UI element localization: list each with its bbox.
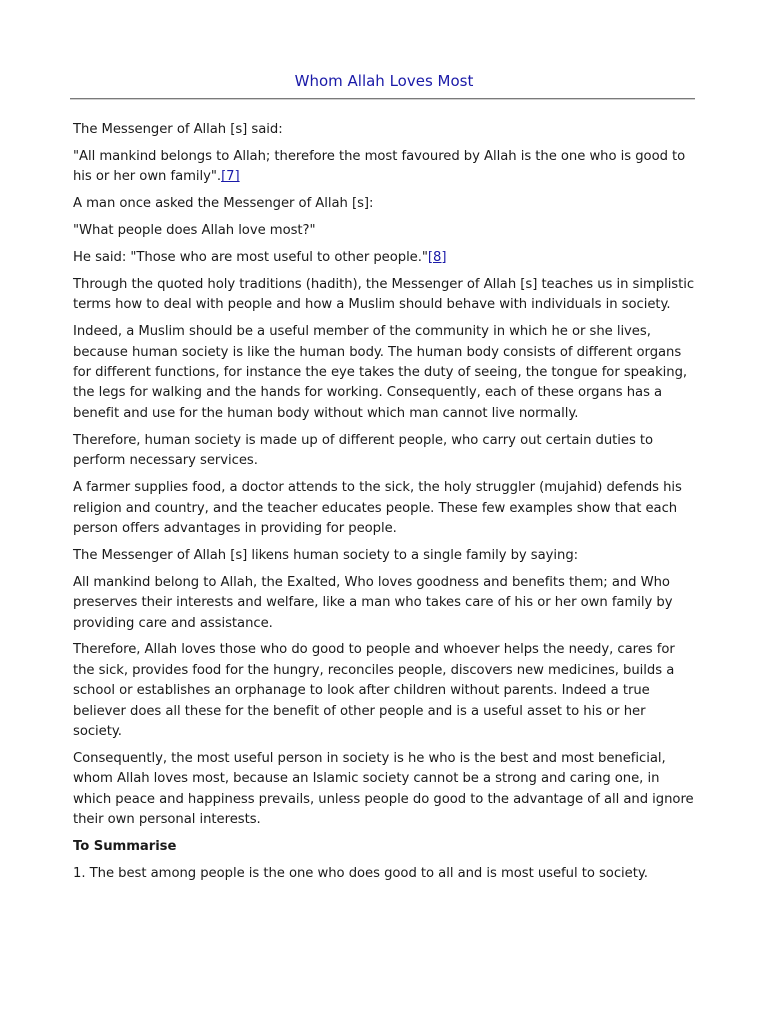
paragraph-11: All mankind belong to Allah, the Exalted, Who loves goodness and benefits them; and Who preserves their interests and welfare, like a man who takes care of his or her own family by providing care and assistance. <box>73 574 673 631</box>
footnote-link-7[interactable]: [7] <box>221 169 240 185</box>
paragraph-9: A farmer supplies food, a doctor attends to the sick, the holy struggler (mujahid) defends his religion and country, and the teacher educates people. These few examples show that each person offers advantages in providing for people. <box>73 480 682 536</box>
paragraph-13: Consequently, the most useful person in society is he who is the best and most beneficial, whom Allah loves most, because an Islamic society cannot be a strong and caring one, in which peace and happiness prevails, unless people do good to the advantage of all and ignore their own personal interests. <box>73 750 694 828</box>
summary-heading: To Summarise <box>73 839 177 855</box>
article <box>73 70 695 891</box>
paragraph-2-text: "All mankind belongs to Allah; therefore the most favoured by Allah is the one who is good to his or her own family". <box>73 148 686 185</box>
footnote-link-8[interactable]: [8] <box>427 250 447 266</box>
paragraph-10: The Messenger of Allah [s] likens human society to a single family by saying: <box>73 547 579 563</box>
paragraph-2 <box>73 147 695 188</box>
paragraph-6: Through the quoted holy traditions (hadith), the Messenger of Allah [s] teaches us in simplistic terms how to deal with people and how a Muslim should behave with individuals in society. <box>73 276 695 313</box>
paragraph-8: Therefore, human society is made up of different people, who carry out certain duties to perform necessary services. <box>73 432 654 469</box>
paragraph-3: A man once asked the Messenger of Allah [s]: <box>73 196 374 212</box>
title-divider <box>70 98 695 100</box>
page-title: Whom Allah Loves Most <box>294 72 474 90</box>
paragraph-5-text: He said: "Those who are most useful to other people." <box>73 250 428 266</box>
summary-item-1: 1. The best among people is the one who does good to all and is most useful to society. <box>73 866 648 881</box>
paragraph-5 <box>73 248 695 268</box>
paragraph-7: Indeed, a Muslim should be a useful member of the community in which he or she lives, because human society is like the human body. The human body consists of different organs for different functions, for instance the eye takes the duty of seeing, the tongue for speaking, the legs for walking and the hands for working. Consequently, each of these organs has a benefit and use for the human body without which man cannot live normally. <box>73 324 688 421</box>
paragraph-12: Therefore, Allah loves those who do good to people and whoever helps the needy, cares for the sick, provides food for the hungry, reconciles people, discovers new medicines, builds a school or establishes an orphanage to look after children without parents. Indeed a true believer does all these for the benefit of other people and is a useful asset to his or her society. <box>73 642 675 740</box>
paragraph-4: "What people does Allah love most?" <box>73 223 316 239</box>
paragraph-1: The Messenger of Allah [s] said: <box>73 122 283 137</box>
